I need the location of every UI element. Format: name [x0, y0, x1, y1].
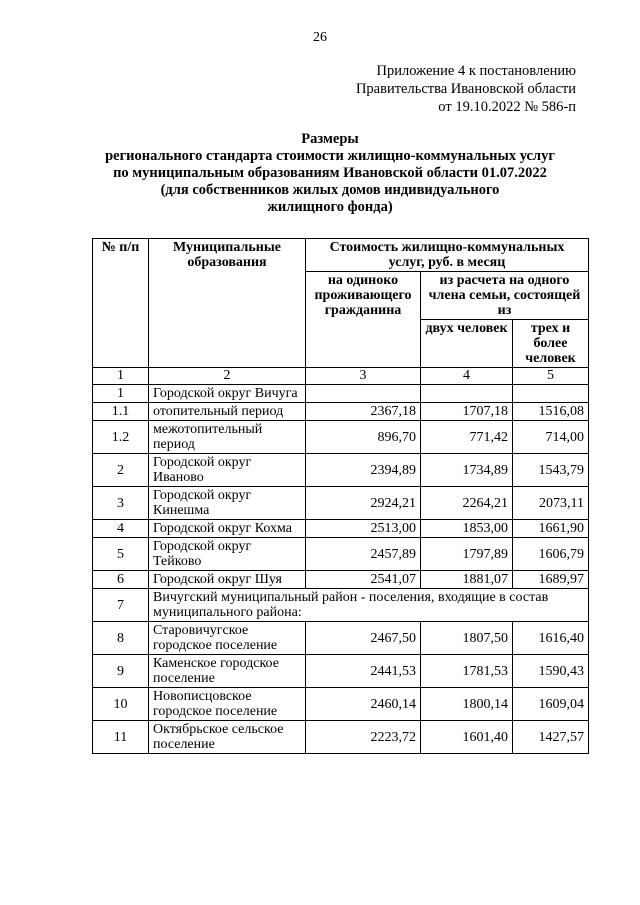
rows-group-2 — [93, 622, 589, 754]
value-two-persons: 1853,00 — [421, 520, 513, 538]
municipality-name: отопительный период — [149, 403, 306, 421]
municipality-name: Новописцовское городское поселение — [149, 688, 306, 721]
value-two-persons: 1881,07 — [421, 571, 513, 589]
header-num: № п/п — [93, 239, 149, 368]
value-two-persons: 1734,89 — [421, 454, 513, 487]
row-num: 2 — [93, 454, 149, 487]
municipality-name: межотопительный период — [149, 421, 306, 454]
column-index: 4 — [421, 368, 513, 385]
column-index: 1 — [93, 368, 149, 385]
document-title — [60, 131, 600, 216]
value-single: 896,70 — [306, 421, 421, 454]
row-num: 4 — [93, 520, 149, 538]
page-number: 26 — [313, 30, 327, 45]
value-three-persons: 2073,11 — [513, 487, 589, 520]
value-three-persons: 714,00 — [513, 421, 589, 454]
municipality-name: Каменское городское поселение — [149, 655, 306, 688]
value-three-persons: 1590,43 — [513, 655, 589, 688]
column-index-row — [93, 368, 589, 385]
value-three-persons: 1516,08 — [513, 403, 589, 421]
row-num: 1.1 — [93, 403, 149, 421]
rows-group-1 — [93, 385, 589, 589]
value-two-persons: 1800,14 — [421, 688, 513, 721]
municipality-name: Старовичугское городское поселение — [149, 622, 306, 655]
value-two-persons: 1807,50 — [421, 622, 513, 655]
value-two-persons: 1707,18 — [421, 403, 513, 421]
value-two-persons: 1797,89 — [421, 538, 513, 571]
value-two-persons — [421, 385, 513, 403]
row-num: 3 — [93, 487, 149, 520]
header-three: трех и более человек — [513, 320, 589, 368]
header-single: на одиноко проживающего гражданина — [306, 272, 421, 368]
value-single: 2457,89 — [306, 538, 421, 571]
value-two-persons: 771,42 — [421, 421, 513, 454]
table-row — [93, 655, 589, 688]
annex-line: Правительства Ивановской области — [355, 81, 576, 97]
table-row — [93, 385, 589, 403]
value-three-persons: 1543,79 — [513, 454, 589, 487]
value-single: 2460,14 — [306, 688, 421, 721]
value-single: 2541,07 — [306, 571, 421, 589]
row-num: 8 — [93, 622, 149, 655]
table-row — [93, 721, 589, 754]
value-three-persons: 1609,04 — [513, 688, 589, 721]
annex-line: от 19.10.2022 № 586-п — [438, 99, 576, 115]
municipality-name: Городской округ Кинешма — [149, 487, 306, 520]
table-row — [93, 622, 589, 655]
municipality-name: Городской округ Вичуга — [149, 385, 306, 403]
value-single: 2513,00 — [306, 520, 421, 538]
value-two-persons: 1601,40 — [421, 721, 513, 754]
section-text: Вичугский муниципальный район - поселения, входящие в состав муниципального района: — [149, 589, 589, 622]
header-municipality: Муниципальные образования — [149, 239, 306, 368]
annex-heading — [356, 62, 576, 116]
value-single: 2367,18 — [306, 403, 421, 421]
value-two-persons: 2264,21 — [421, 487, 513, 520]
table-row — [93, 688, 589, 721]
table-row — [93, 571, 589, 589]
annex-line: Приложение 4 к постановлению — [376, 63, 576, 79]
municipality-name: Городской округ Иваново — [149, 454, 306, 487]
table-row — [93, 454, 589, 487]
header-cost: Стоимость жилищно-коммунальных услуг, руб. в месяц — [306, 239, 589, 272]
row-num: 1 — [93, 385, 149, 403]
row-num: 5 — [93, 538, 149, 571]
value-single: 2441,53 — [306, 655, 421, 688]
value-three-persons: 1616,40 — [513, 622, 589, 655]
title-line: по муниципальным образованиям Ивановской области 01.07.2022 — [113, 165, 547, 181]
table-row — [93, 520, 589, 538]
value-three-persons: 1689,97 — [513, 571, 589, 589]
municipality-name: Городской округ Шуя — [149, 571, 306, 589]
value-single: 2467,50 — [306, 622, 421, 655]
value-three-persons — [513, 385, 589, 403]
title-line: (для собственников жилых домов индивидуального — [160, 182, 500, 198]
row-num: 6 — [93, 571, 149, 589]
row-num: 9 — [93, 655, 149, 688]
header-row — [93, 239, 589, 272]
value-three-persons: 1427,57 — [513, 721, 589, 754]
column-index: 2 — [149, 368, 306, 385]
row-num: 11 — [93, 721, 149, 754]
row-num: 7 — [93, 589, 149, 622]
value-single — [306, 385, 421, 403]
column-index: 5 — [513, 368, 589, 385]
table-row — [93, 538, 589, 571]
table-row — [93, 403, 589, 421]
table-row — [93, 487, 589, 520]
column-index: 3 — [306, 368, 421, 385]
value-single: 2924,21 — [306, 487, 421, 520]
header-two: двух человек — [421, 320, 513, 368]
value-single: 2394,89 — [306, 454, 421, 487]
value-three-persons: 1606,79 — [513, 538, 589, 571]
header-per-member: из расчета на одного члена семьи, состоящей из — [421, 272, 589, 320]
municipality-name: Городской округ Кохма — [149, 520, 306, 538]
rates-table — [92, 238, 589, 754]
section-row — [93, 589, 589, 622]
municipality-name: Городской округ Тейково — [149, 538, 306, 571]
table-row — [93, 421, 589, 454]
row-num: 1.2 — [93, 421, 149, 454]
title-line: регионального стандарта стоимости жилищно-коммунальных услуг — [105, 148, 555, 164]
row-num: 10 — [93, 688, 149, 721]
value-three-persons: 1661,90 — [513, 520, 589, 538]
value-single: 2223,72 — [306, 721, 421, 754]
title-line: жилищного фонда) — [267, 199, 393, 215]
value-two-persons: 1781,53 — [421, 655, 513, 688]
municipality-name: Октябрьское сельское поселение — [149, 721, 306, 754]
title-line: Размеры — [301, 131, 359, 147]
